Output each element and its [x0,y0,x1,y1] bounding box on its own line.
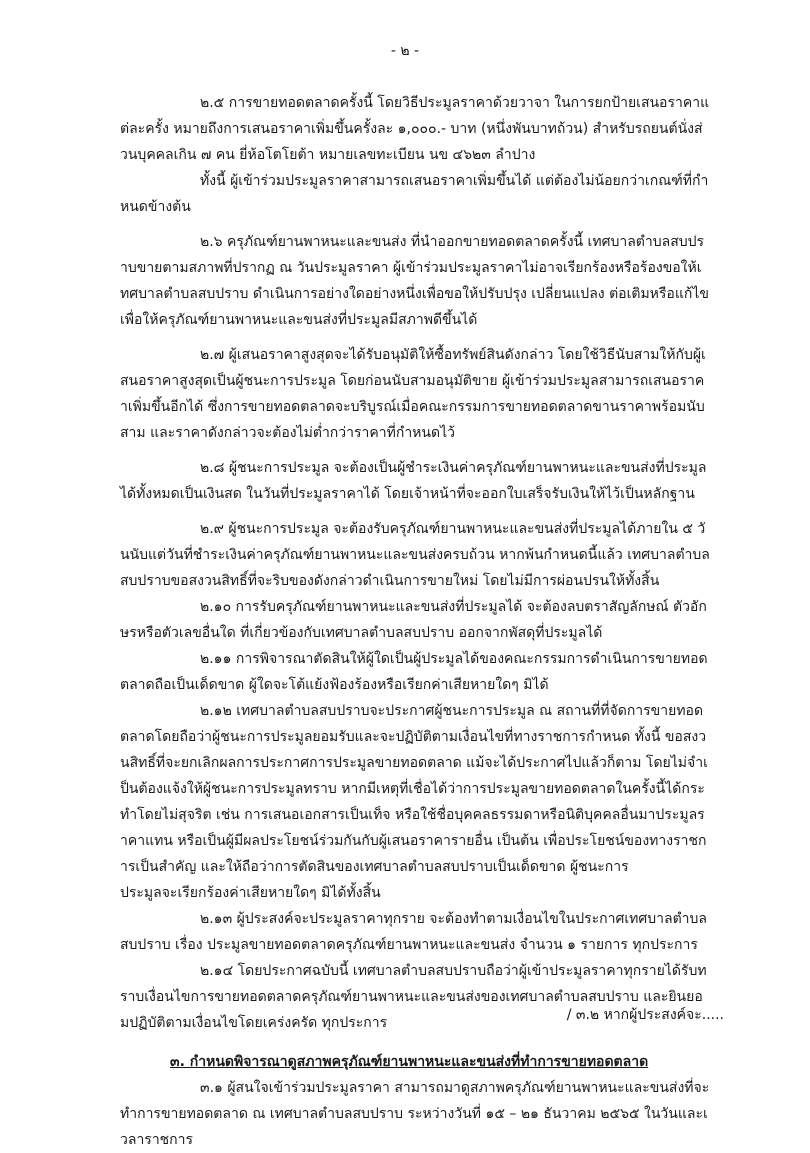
clause-2-5-note: ทั้งนี้ ผู้เข้าร่วมประมูลราคาสามารถเสนอราคาเพิ่มขึ้นได้ แต่ต้องไม่น้อยกว่าเกณฑ์ที่กำหนดข้างต้น [120,173,709,215]
clause-2-12-cont: ประมูลจะเรียกร้องค่าเสียหายใดๆ มิได้ทั้งสิ้น [120,885,381,901]
clause-2-8: ๒.๘ ผู้ชนะการประมูล จะต้องเป็นผู้ชำระเงินค่าครุภัณฑ์ยานพาหนะและขนส่งที่ประมูลได้ทั้งหมดเป็นเงินสด ในวันที่ประมูลราคาได้ โดยเจ้าหน้าที่จะออกใบเสร็จรับเงินให้ไว้เป็นหลักฐาน [120,460,707,502]
page-number: - ๒ - [390,43,420,59]
section-3-heading: ๓. กำหนดพิจารณาดูสภาพครุภัณฑ์ยานพาหนะและขนส่งที่ทำการขายทอดตลาด [170,1054,649,1070]
clause-2-9: ๒.๙ ผู้ชนะการประมูล จะต้องรับครุภัณฑ์ยานพาหนะและขนส่งที่ประมูลได้ภายใน ๕ วันนับแต่วันที่ชำระเงินค่าครุภัณฑ์ยานพาหนะและขนส่งครบถ้วน หากพ้นกำหนดนี้แล้ว เทศบาลตำบลสบปราบขอสงวนสิทธิ์ที่จะริบของดังกล่าวดำเนินการขายใหม่ โดยไม่มีการผ่อนปรนให้ทั้งสิ้น [120,521,710,589]
clause-3-1: ๓.๑ ผู้สนใจเข้าร่วมประมูลราคา สามารถมาดูสภาพครุภัณฑ์ยานพาหนะและขนส่งที่จะทำการขายทอดตลาด ณ เทศบาลตำบลสบปราบ ระหว่างวันที่ ๑๕ – ๒๑ ธันวาคม ๒๕๖๕ ในวันและเวลาราชการ [120,1080,710,1148]
clause-2-10: ๒.๑๐ การรับครุภัณฑ์ยานพาหนะและขนส่งที่ประมูลได้ จะต้องลบตราสัญลักษณ์ ตัวอักษรหรือตัวเลขอื่นใด ที่เกี่ยวข้องกับเทศบาลตำบลสบปราบ ออกจากพัสดุที่ประมูลได้ [120,599,707,641]
clause-2-13: ๒.๑๓ ผู้ประสงค์จะประมูลราคาทุกราย จะต้องทำตามเงื่อนไขในประกาศเทศบาลตำบลสบปราบ เรื่อง ประมูลขายทอดตลาดครุภัณฑ์ยานพาหนะและขนส่ง จำนวน ๑ รายการ ทุกประการ [120,911,708,953]
clause-2-6: ๒.๖ ครุภัณฑ์ยานพาหนะและขนส่ง ที่นำออกขายทอดตลาดครั้งนี้ เทศบาลตำบลสบปราบขายตามสภาพที่ปรากฏ ณ วันประมูลราคา ผู้เข้าร่วมประมูลราคาไม่อาจเรียกร้องหรือร้องขอให้เทศบาลตำบลสบปราบ ดำเนินการอย่างใดอย่างหนึ่งเพื่อขอให้ปรับปรุง เปลี่ยนแปลง ต่อเติมหรือแก้ไข เพื่อให้ครุภัณฑ์ยานพาหนะและขนส่งที่ประมูลมีสภาพดีขึ้นได้ [120,234,709,328]
clause-2-12: ๒.๑๒ เทศบาลตำบลสบปราบจะประกาศผู้ชนะการประมูล ณ สถานที่ที่จัดการขายทอดตลาดโดยถือว่าผู้ชนะการประมูลยอมรับและจะปฏิบัติตามเงื่อนไขที่ทางราชการกำหนด ทั้งนี้ ขอสงวนสิทธิ์ที่จะยกเลิกผลการประกาศการประมูลขายทอดตลาด แม้จะได้ประกาศไปแล้วก็ตาม โดยไม่จำเป็นต้องแจ้งให้ผู้ชนะการประมูลทราบ หากมีเหตุที่เชื่อได้ว่าการประมูลขายทอดตลาดในครั้งนี้ได้กระทำโดยไม่สุจริต เช่น การเสนอเอกสารเป็นเท็จ หรือใช้ชื่อบุคคลธรรมดาหรือนิติบุคคลอื่นมาประมูลราคาแทน หรือเป็นผู้มีผลประโยชน์ร่วมกันกับผู้เสนอราคารายอื่น เป็นต้น เพื่อประโยชน์ของทางราชการเป็นสำคัญ และให้ถือว่าการตัดสินของเทศบาลตำบลสบปราบเป็นเด็ดขาด ผู้ชนะการ [120,703,708,875]
document-body [120,90,710,1153]
clause-2-5: ๒.๕ การขายทอดตลาดครั้งนี้ โดยวิธีประมูลราคาด้วยวาจา ในการยกป้ายเสนอราคาแต่ละครั้ง หมายถึงการเสนอราคาเพิ่มขึ้นครั้งละ ๑,๐๐๐.- บาท (หนึ่งพันบาทถ้วน) สำหรับรถยนต์นั่งส่วนบุคคลเกิน ๗ คน ยี่ห้อโตโยต้า หมายเลขทะเบียน นข ๔๖๒๓ ลำปาง [120,95,710,163]
clause-2-11: ๒.๑๑ การพิจารณาตัดสินให้ผู้ใดเป็นผู้ประมูลได้ของคณะกรรมการดำเนินการขายทอดตลาดถือเป็นเด็ดขาด ผู้ใดจะโต้แย้งฟ้องร้องหรือเรียกค่าเสียหายใดๆ มิได้ [120,651,708,693]
continuation-note: / ๓.๒ หากผู้ประสงค์จะ..... [566,1007,724,1023]
clause-2-7: ๒.๗ ผู้เสนอราคาสูงสุดจะได้รับอนุมัติให้ซื้อทรัพย์สินดังกล่าว โดยใช้วิธีนับสามให้กับผู้เสนอราคาสูงสุดเป็นผู้ชนะการประมูล โดยก่อนนับสามอนุมัติขาย ผู้เข้าร่วมประมูลสามารถเสนอราคาเพิ่มขึ้นอีกได้ ซึ่งการขายทอดตลาดจะบริบูรณ์เมื่อคณะกรรมการขายทอดตลาดขานราคาพร้อมนับสาม และราคาดังกล่าวจะต้องไม่ต่ำกว่าราคาที่กำหนดไว้ [120,347,706,441]
clause-2-14: ๒.๑๔ โดยประกาศฉบับนี้ เทศบาลตำบลสบปราบถือว่าผู้เข้าประมูลราคาทุกรายได้รับทราบเงื่อนไขการขายทอดตลาดครุภัณฑ์ยานพาหนะและขนส่งของเทศบาลตำบลสบปราบ และยินยอมปฏิบัติตามเงื่อนไขโดยเคร่งครัด ทุกประการ [120,963,707,1031]
